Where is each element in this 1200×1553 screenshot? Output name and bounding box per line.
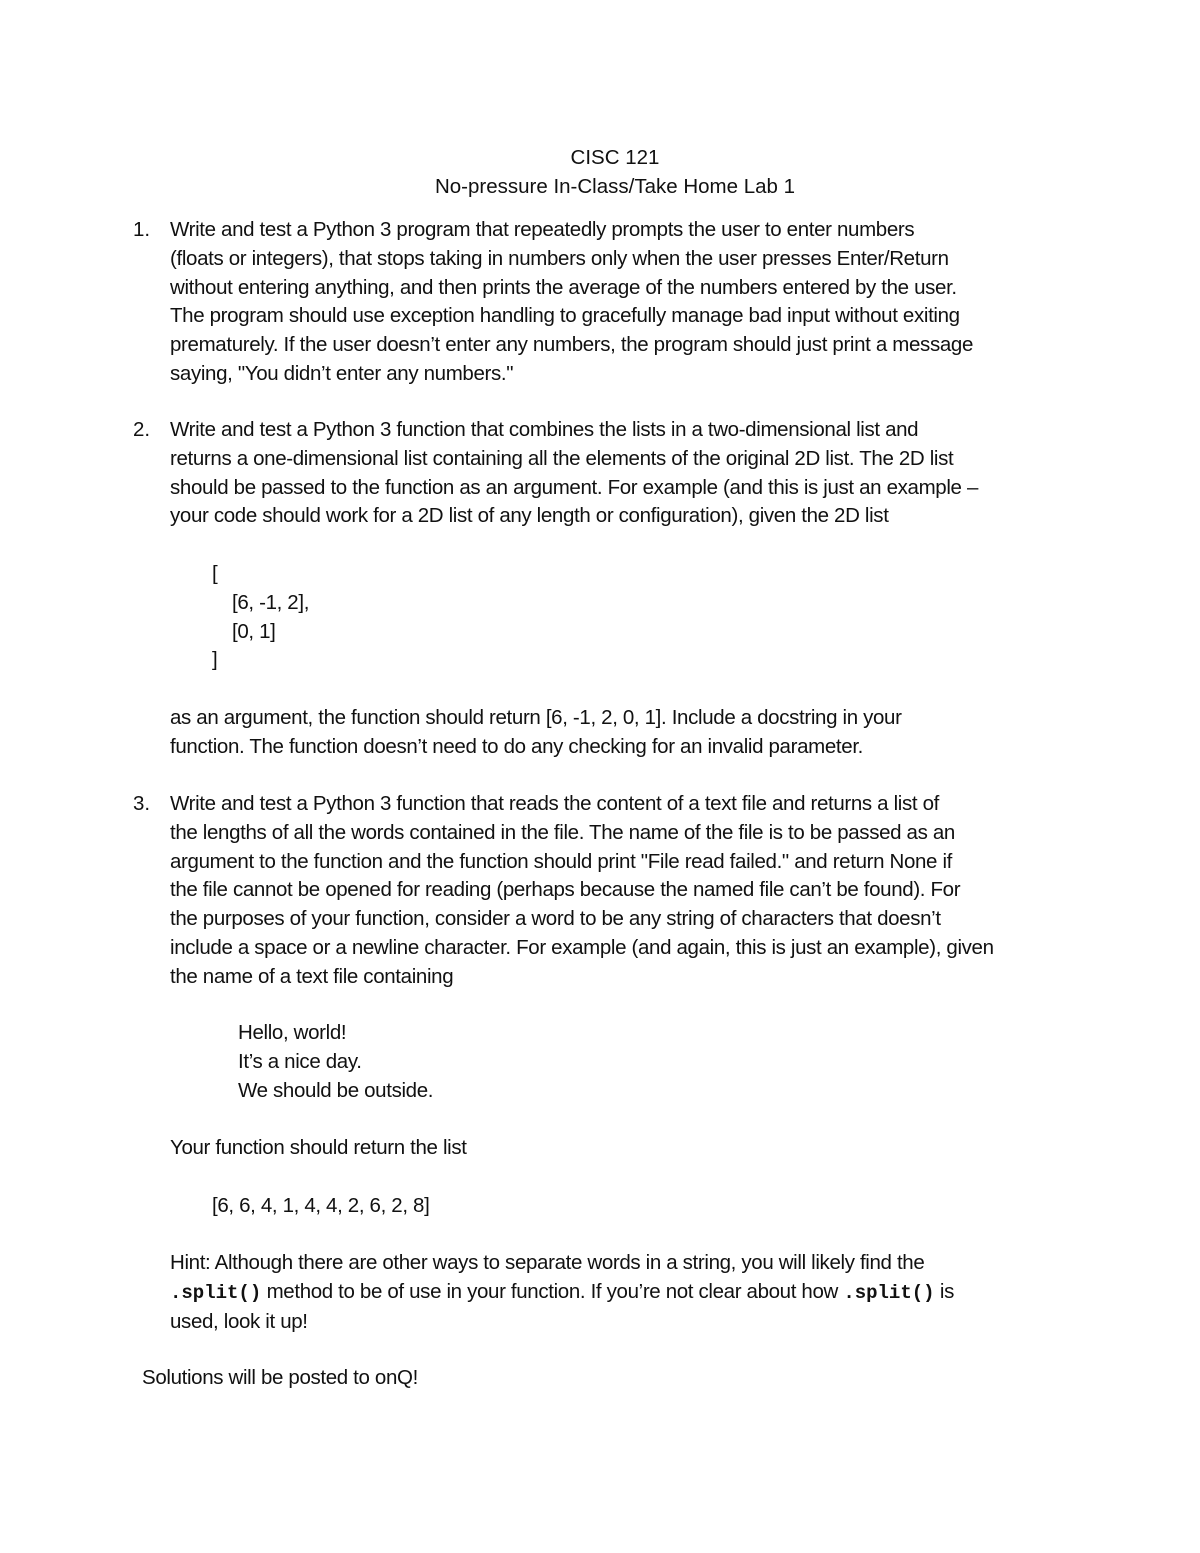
code-line: [6, -1, 2], [232, 590, 310, 614]
text-line: the lengths of all the words contained in the file. The name of the file is to be passed as an [170, 820, 955, 844]
text-line: argument to the function and the function should print "File read failed." and return None if [170, 849, 953, 873]
hint-paragraph [170, 1249, 954, 1336]
hint-line: used, look it up! [170, 1309, 308, 1333]
hint-text: is [934, 1279, 954, 1303]
hint-line [170, 1278, 954, 1308]
file-line: We should be outside. [238, 1078, 434, 1102]
text-line: The program should use exception handling to gracefully manage bad input without exiting [170, 304, 960, 328]
text-line: Write and test a Python 3 program that repeatedly prompts the user to enter numbers [170, 218, 915, 241]
course-code: CISC 121 [570, 146, 660, 169]
question-number: 3. [133, 792, 151, 815]
return-intro [170, 1134, 467, 1163]
hint-line: Hint: Although there are other ways to separate words in a string, you will likely find the [170, 1251, 925, 1274]
split-method-code: .split() [843, 1281, 935, 1304]
footer-note [142, 1364, 418, 1393]
question-body [170, 416, 978, 531]
question-number: 1. [133, 218, 151, 241]
text-line: as an argument, the function should return [6, -1, 2, 0, 1]. Include a docstring in your [170, 706, 902, 729]
question-2-continued [170, 704, 902, 762]
code-line: [ [212, 562, 218, 585]
text-line: include a space or a newline character. For example (and again, this is just an example), given [170, 935, 994, 959]
text-line: Your function should return the list [170, 1136, 467, 1159]
text-line: without entering anything, and then prints the average of the numbers entered by the user. [170, 275, 957, 299]
file-line: It’s a nice day. [238, 1049, 362, 1073]
lab-title: No-pressure In-Class/Take Home Lab 1 [434, 175, 796, 198]
text-line: function. The function doesn’t need to do any checking for an invalid parameter. [170, 734, 864, 758]
text-line: returns a one-dimensional list containing all the elements of the original 2D list. The 2D list [170, 446, 954, 470]
file-line: Hello, world! [238, 1021, 347, 1044]
title-block [0, 143, 1200, 201]
text-line: saying, "You didn’t enter any numbers." [170, 361, 514, 385]
text-line: Write and test a Python 3 function that combines the lists in a two-dimensional list and [170, 418, 919, 441]
question-body [170, 216, 973, 389]
text-line: prematurely. If the user doesn’t enter any numbers, the program should just print a message [170, 333, 974, 357]
code-line: [6, 6, 4, 1, 4, 4, 2, 6, 2, 8] [212, 1194, 430, 1217]
return-value [212, 1192, 429, 1221]
text-line: the name of a text file containing [170, 964, 454, 988]
text-line: Write and test a Python 3 function that reads the content of a text file and returns a list of [170, 792, 939, 815]
text-line: the file cannot be opened for reading (perhaps because the named file can’t be found). For [170, 878, 961, 902]
text-line: your code should work for a 2D list of any length or configuration), given the 2D list [170, 504, 889, 528]
code-line: [0, 1] [232, 619, 276, 643]
example-file-content [238, 1019, 433, 1105]
example-2d-list [212, 560, 309, 675]
solutions-note: Solutions will be posted to onQ! [142, 1366, 418, 1389]
question-body [170, 790, 994, 992]
code-line: ] [212, 648, 218, 672]
split-method-code: .split() [170, 1281, 262, 1304]
question-number: 2. [133, 418, 151, 441]
text-line: the purposes of your function, consider a word to be any string of characters that doesn’t [170, 907, 941, 931]
text-line: should be passed to the function as an argument. For example (and this is just an example – [170, 475, 979, 499]
text-line: (floats or integers), that stops taking in numbers only when the user presses Enter/Return [170, 246, 949, 270]
hint-text: method to be of use in your function. If you’re not clear about how [261, 1279, 844, 1303]
